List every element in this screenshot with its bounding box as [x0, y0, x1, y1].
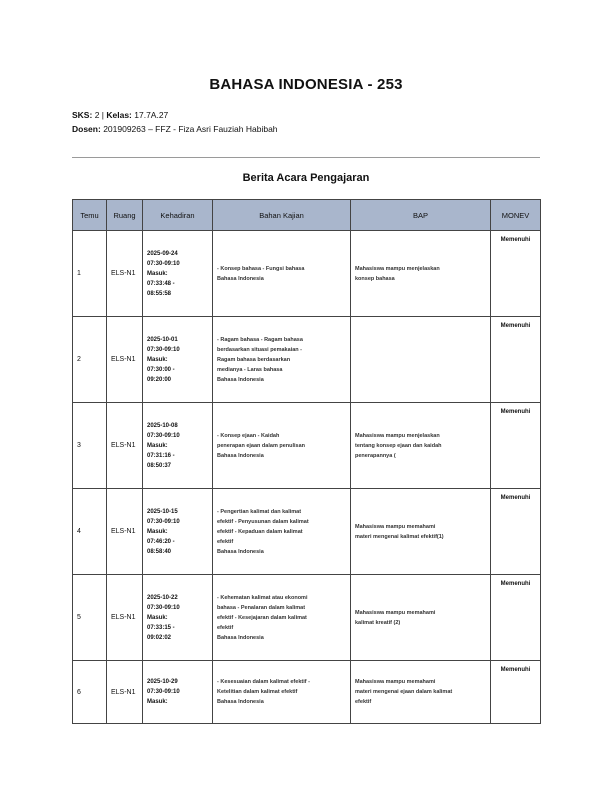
cell-bap	[351, 317, 491, 403]
dosen-label: Dosen:	[72, 124, 101, 134]
page-title: BAHASA INDONESIA - 253	[209, 76, 403, 93]
cell-ruang: ELS-N1	[107, 661, 143, 724]
table-header-row	[73, 200, 541, 231]
cell-bahan-kajian: - Konsep bahasa - Fungsi bahasa Bahasa Indonesia	[213, 231, 351, 317]
dosen-value: 201909263 – FFZ - Fiza Asri Fauziah Habibah	[103, 124, 278, 134]
cell-bahan-kajian: - Pengertian kalimat dan kalimat efektif - Penyusunan dalam kalimat efektif - Kepaduan dalam kalimat efektif Bahasa Indonesia	[213, 489, 351, 575]
cell-ruang: ELS-N1	[107, 231, 143, 317]
cell-temu: 4	[73, 489, 107, 575]
table-row	[73, 489, 541, 575]
cell-temu: 2	[73, 317, 107, 403]
cell-bahan-kajian: - Ragam bahasa - Ragam bahasa berdasarkan situasi pemakaian - Ragam bahasa berdasarkan medianya - Laras bahasa Bahasa Indonesia	[213, 317, 351, 403]
cell-ruang: ELS-N1	[107, 403, 143, 489]
cell-bahan-kajian: - Kehematan kalimat atau ekonomi bahasa - Penalaran dalam kalimat efektif - Kesejajaran dalam kalimat efektif Bahasa Indonesia	[213, 575, 351, 661]
column-header-ruang: Ruang	[107, 200, 143, 231]
cell-monev: Memenuhi	[491, 231, 541, 317]
column-header-bap: BAP	[351, 200, 491, 231]
cell-monev: Memenuhi	[491, 661, 541, 724]
cell-temu: 3	[73, 403, 107, 489]
sks-label: SKS:	[72, 110, 93, 120]
table-row	[73, 231, 541, 317]
lecturer-meta-line	[72, 124, 278, 134]
column-header-bahan-kajian: Bahan Kajian	[213, 200, 351, 231]
cell-bap: Mahasiswa mampu memahami materi mengenai kalimat efektif(1)	[351, 489, 491, 575]
cell-bap: Mahasiswa mampu menjelaskan tentang konsep ejaan dan kaidah penerapannya (	[351, 403, 491, 489]
kelas-value: 17.7A.27	[134, 110, 169, 120]
cell-temu: 1	[73, 231, 107, 317]
table-row	[73, 317, 541, 403]
table-row	[73, 661, 541, 724]
cell-bap: Mahasiswa mampu menjelaskan konsep bahasa	[351, 231, 491, 317]
cell-kehadiran: 2025-10-29 07:30-09:10 Masuk:	[143, 661, 213, 724]
cell-temu: 5	[73, 575, 107, 661]
cell-monev: Memenuhi	[491, 403, 541, 489]
cell-bahan-kajian: - Konsep ejaan - Kaidah penerapan ejaan dalam penulisan Bahasa Indonesia	[213, 403, 351, 489]
cell-monev: Memenuhi	[491, 575, 541, 661]
cell-kehadiran: 2025-10-01 07:30-09:10 Masuk: 07:30:00 - 09:20:00	[143, 317, 213, 403]
sks-value: 2 |	[94, 110, 107, 120]
table-row	[73, 403, 541, 489]
column-header-monev: MONEV	[491, 200, 541, 231]
section-title: Berita Acara Pengajaran	[242, 172, 370, 184]
course-meta-line	[72, 110, 168, 120]
cell-ruang: ELS-N1	[107, 489, 143, 575]
column-header-temu: Temu	[73, 200, 107, 231]
cell-monev: Memenuhi	[491, 317, 541, 403]
cell-ruang: ELS-N1	[107, 317, 143, 403]
cell-monev: Memenuhi	[491, 489, 541, 575]
table-row	[73, 575, 541, 661]
bap-table	[72, 199, 541, 724]
cell-temu: 6	[73, 661, 107, 724]
cell-bap: Mahasiswa mampu memahami kalimat kreatif (2)	[351, 575, 491, 661]
cell-kehadiran: 2025-09-24 07:30-09:10 Masuk: 07:33:48 - 08:55:58	[143, 231, 213, 317]
cell-kehadiran: 2025-10-22 07:30-09:10 Masuk: 07:33:15 - 09:02:02	[143, 575, 213, 661]
column-header-kehadiran: Kehadiran	[143, 200, 213, 231]
cell-ruang: ELS-N1	[107, 575, 143, 661]
cell-kehadiran: 2025-10-15 07:30-09:10 Masuk: 07:46:20 - 08:58:40	[143, 489, 213, 575]
cell-kehadiran: 2025-10-08 07:30-09:10 Masuk: 07:31:16 - 08:50:37	[143, 403, 213, 489]
cell-bahan-kajian: - Kesesuaian dalam kalimat efektif - Ketelitian dalam kalimat efektif Bahasa Indonesia	[213, 661, 351, 724]
cell-bap: Mahasiswa mampu memahami materi mengenai ejaan dalam kalimat efektif	[351, 661, 491, 724]
kelas-label: Kelas:	[106, 110, 132, 120]
divider	[72, 157, 540, 158]
